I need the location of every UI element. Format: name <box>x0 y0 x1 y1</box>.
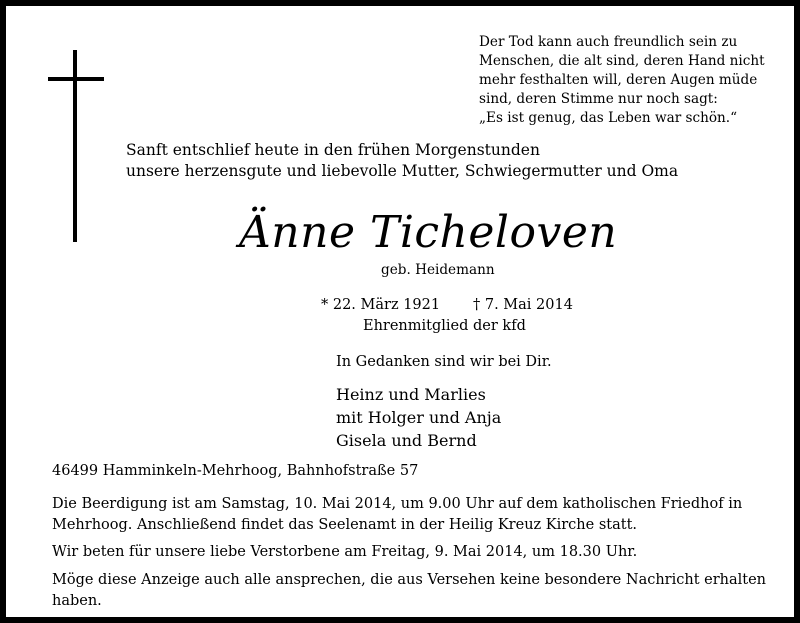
deceased-name: Änne Ticheloven <box>239 207 618 258</box>
apology-notice-line: haben. <box>52 592 102 609</box>
funeral-notice-line: Die Beerdigung ist am Samstag, 10. Mai 2014, um 9.00 Uhr auf dem katholischen Friedhof in <box>52 496 743 512</box>
maiden-name: geb. Heidemann <box>381 262 495 278</box>
death-date: † 7. Mai 2014 <box>473 297 573 313</box>
prayer-notice <box>52 542 772 563</box>
mourners-list <box>336 383 501 452</box>
thoughts-line: In Gedanken sind wir bei Dir. <box>336 354 552 370</box>
quote-line: mehr festhalten will, deren Augen müde <box>479 72 758 88</box>
quote-text <box>479 33 789 128</box>
quote-line: Der Tod kann auch freundlich sein zu <box>479 34 738 50</box>
quote-line: sind, deren Stimme nur noch sagt: <box>479 91 718 107</box>
funeral-notice <box>52 494 772 535</box>
address: 46499 Hamminkeln-Mehrhoog, Bahnhofstraße 57 <box>52 463 419 479</box>
cross-horizontal-bar <box>48 77 104 81</box>
prayer-notice-line: Wir beten für unsere liebe Verstorbene am Freitag, 9. Mai 2014, um 18.30 Uhr. <box>52 544 638 560</box>
quote-line: Menschen, die alt sind, deren Hand nicht <box>479 53 765 69</box>
intro-line: Sanft entschlief heute in den frühen Morgenstunden <box>126 141 540 159</box>
mourner-line: Heinz und Marlies <box>336 385 486 404</box>
apology-notice-line: Möge diese Anzeige auch alle ansprechen, die aus Versehen keine besondere Nachricht erhalten <box>52 572 767 588</box>
membership-note: Ehrenmitglied der kfd <box>363 318 526 334</box>
birth-date: * 22. März 1921 <box>321 297 441 313</box>
apology-notice <box>52 570 772 611</box>
quote-line: „Es ist genug, das Leben war schön.“ <box>479 110 738 126</box>
mourner-line: mit Holger und Anja <box>336 408 502 427</box>
intro-text <box>126 140 686 182</box>
life-dates <box>321 296 621 314</box>
funeral-notice-line: Mehrhoog. Anschließend findet das Seelenamt in der Heilig Kreuz Kirche statt. <box>52 516 638 533</box>
intro-line: unsere herzensgute und liebevolle Mutter, Schwiegermutter und Oma <box>126 162 679 180</box>
mourner-line: Gisela und Bernd <box>336 431 477 450</box>
